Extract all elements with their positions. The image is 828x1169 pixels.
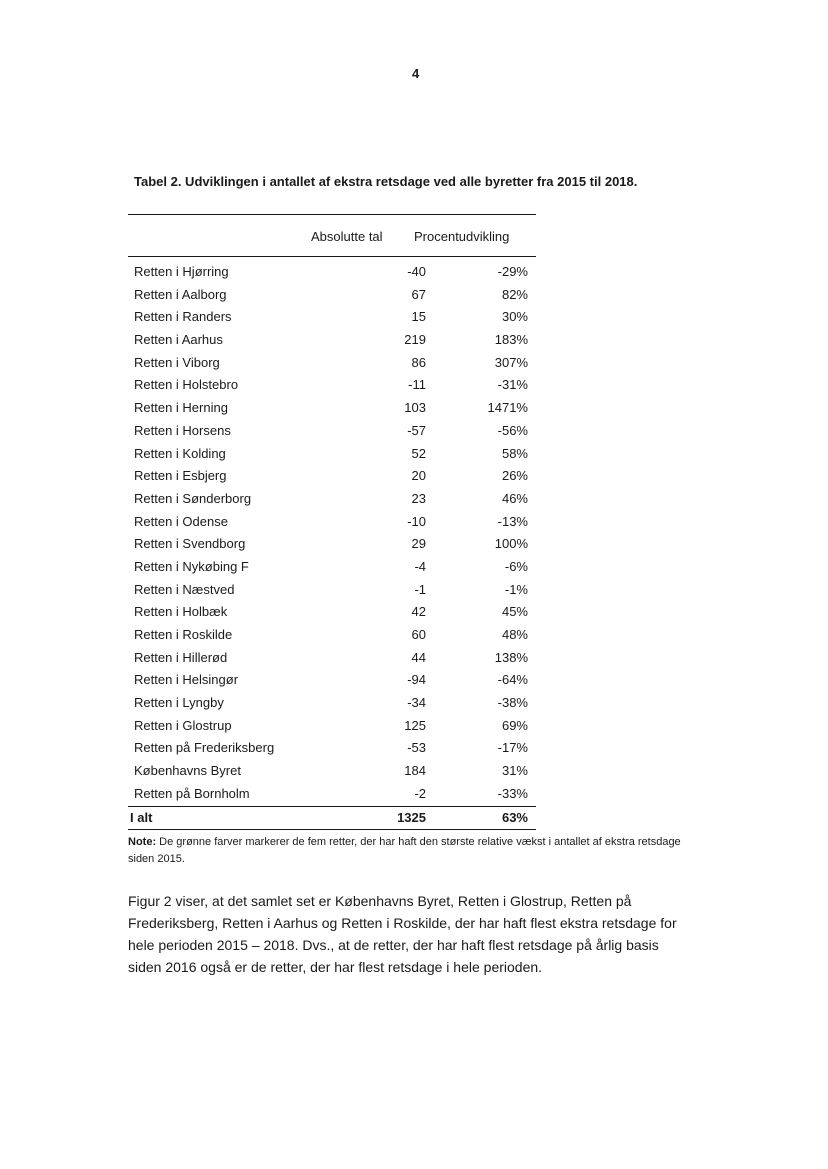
absolute-value: -34	[407, 695, 426, 711]
percent-value: 183%	[494, 332, 528, 348]
court-name: Retten i Esbjerg	[134, 468, 227, 484]
percent-value: -17%	[497, 740, 528, 756]
table-row	[128, 533, 538, 556]
absolute-value: 219	[404, 332, 426, 348]
table-row	[128, 261, 538, 284]
absolute-value: -94	[407, 672, 426, 688]
table-top-rule	[128, 214, 536, 215]
percent-value: -56%	[497, 422, 528, 438]
court-name: Retten i Herning	[134, 400, 228, 416]
table-row	[128, 284, 538, 307]
table-row	[128, 488, 538, 511]
absolute-value: 103	[404, 400, 426, 416]
table-total-row	[128, 808, 538, 828]
percent-value: 46%	[501, 490, 528, 506]
absolute-value: 125	[404, 717, 426, 733]
table-row	[128, 669, 538, 692]
absolute-value: 52	[411, 445, 426, 461]
court-name: Retten i Aarhus	[134, 332, 223, 348]
court-name: Retten i Nykøbing F	[134, 558, 249, 574]
percent-value: 138%	[494, 649, 528, 665]
percent-value: 82%	[501, 286, 528, 302]
absolute-value: 86	[411, 354, 426, 370]
court-name: Retten i Randers	[134, 309, 232, 325]
court-name: Retten i Roskilde	[134, 627, 233, 642]
table-row	[128, 760, 538, 783]
absolute-value: 184	[404, 763, 426, 779]
total-bottom-rule	[128, 829, 536, 830]
table-row	[128, 306, 538, 329]
court-name: Retten i Næstved	[134, 581, 235, 597]
percent-value: -6%	[504, 558, 528, 574]
total-top-rule	[128, 806, 536, 807]
table-caption: Tabel 2. Udviklingen i antallet af ekstra retsdage ved alle byretter fra 2015 til 2018.	[134, 174, 638, 189]
absolute-value: 44	[411, 649, 426, 665]
court-name: Retten i Horsens	[134, 422, 231, 438]
court-name: Retten i Glostrup	[134, 717, 232, 733]
total-percent: 63%	[501, 810, 528, 825]
absolute-value: 15	[411, 309, 426, 325]
absolute-value: -4	[414, 558, 426, 574]
court-name: Retten i Aalborg	[134, 286, 227, 302]
table-row	[128, 715, 538, 738]
total-label: I alt	[130, 810, 153, 825]
table-row	[128, 443, 538, 466]
percent-value: -1%	[504, 581, 528, 597]
court-name: Retten i Holstebro	[134, 377, 239, 393]
percent-value: 31%	[501, 763, 528, 779]
table-row	[128, 737, 538, 760]
table-row	[128, 692, 538, 715]
court-name: Retten i Lyngby	[134, 695, 224, 711]
table-row	[128, 329, 538, 352]
court-name: Retten i Helsingør	[134, 672, 239, 688]
percent-value: -29%	[497, 264, 528, 279]
court-name: Retten i Sønderborg	[134, 490, 252, 506]
absolute-value: 42	[411, 604, 426, 620]
absolute-value: -1	[414, 581, 426, 597]
page-number: 4	[412, 66, 420, 81]
table-row	[128, 783, 538, 806]
percent-value: 45%	[501, 604, 528, 620]
absolute-value: 23	[411, 490, 426, 506]
court-name: Retten i Holbæk	[134, 604, 228, 620]
court-name: Retten i Hillerød	[134, 649, 228, 665]
percent-value: -64%	[497, 672, 528, 688]
table-row	[128, 374, 538, 397]
table-note	[128, 834, 708, 868]
absolute-value: -53	[407, 740, 426, 756]
percent-value: 48%	[501, 627, 528, 642]
percent-value: -33%	[497, 785, 528, 801]
percent-value: 26%	[501, 468, 528, 484]
table-row	[128, 465, 538, 488]
body-paragraph: Figur 2 viser, at det samlet set er Københavns Byret, Retten i Glostrup, Retten på Frederiksberg, Retten i Aarhus og Retten i Roskilde, der har haft flest ekstra retsdage for hele perioden 2015 – 2018. Dvs., at de retter, der har haft flest retsdage på årlig basis siden 2016 også er de retter, der har flest retsdage i hele perioden.	[128, 893, 677, 975]
note-label: Note:	[128, 836, 157, 848]
table-row	[128, 601, 538, 624]
note-text: De grønne farver markerer de fem retter, der har haft den største relative vækst i antallet af ekstra retsdage siden 2015.	[128, 836, 681, 865]
absolute-value: 29	[411, 536, 426, 552]
percent-value: 307%	[494, 354, 528, 370]
percent-value: -31%	[497, 377, 528, 393]
court-name: Retten på Frederiksberg	[134, 740, 275, 756]
absolute-value: -57	[407, 422, 426, 438]
table-body	[128, 261, 538, 806]
percent-value: -13%	[497, 513, 528, 529]
percent-value: 100%	[494, 536, 528, 552]
absolute-value: -40	[407, 264, 426, 279]
column-header-absolute: Absolutte tal	[311, 229, 383, 244]
percent-value: 1471%	[487, 400, 528, 416]
court-name: Retten på Bornholm	[134, 785, 250, 801]
court-name: Københavns Byret	[134, 763, 241, 779]
court-name: Retten i Hjørring	[134, 264, 229, 279]
table-row	[128, 397, 538, 420]
court-name: Retten i Viborg	[134, 354, 220, 370]
court-name: Retten i Odense	[134, 513, 228, 529]
table-row	[128, 352, 538, 375]
table-row	[128, 647, 538, 670]
absolute-value: 60	[411, 627, 426, 642]
table-row	[128, 420, 538, 443]
table-row	[128, 511, 538, 534]
absolute-value: 20	[411, 468, 426, 484]
absolute-value: 67	[411, 286, 426, 302]
percent-value: 58%	[501, 445, 528, 461]
total-absolute: 1325	[397, 810, 426, 825]
table-row	[128, 579, 538, 602]
court-name: Retten i Svendborg	[134, 536, 246, 552]
absolute-value: -10	[407, 513, 426, 529]
absolute-value: -11	[408, 377, 426, 393]
table-row	[128, 556, 538, 579]
percent-value: -38%	[497, 695, 528, 711]
header-bottom-rule	[128, 256, 536, 257]
table-row	[128, 624, 538, 647]
column-header-percent: Procentudvikling	[414, 229, 510, 244]
percent-value: 30%	[501, 309, 528, 325]
court-name: Retten i Kolding	[134, 445, 226, 461]
percent-value: 69%	[501, 717, 528, 733]
absolute-value: -2	[414, 785, 426, 801]
